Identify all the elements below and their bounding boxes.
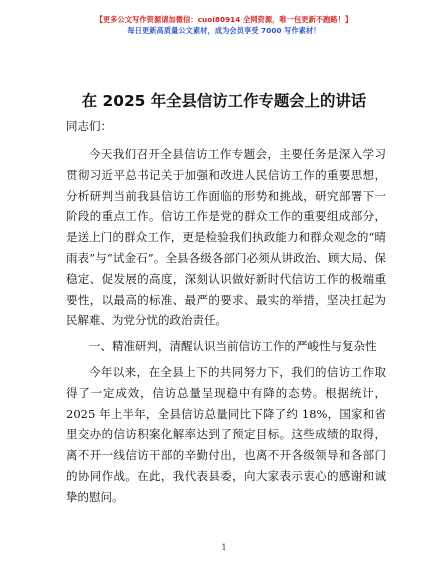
page-number: 1 xyxy=(221,543,227,552)
section-heading-1: 一、精准研判，清醒认识当前信访工作的严峻性与复杂性 xyxy=(89,339,377,353)
promo-banner-line-1: 【更多公文写作资源请加微信：cuoi80914 全网资源，唯一包更新不跑路！】 xyxy=(95,15,353,24)
promo-banner-line-2: 每日更新高质量公文素材，成为会员享受 7000 写作素材！ xyxy=(127,26,321,35)
salutation: 同志们： xyxy=(66,119,112,133)
document-title: 在 2025 年全县信访工作专题会上的讲话 xyxy=(81,92,367,110)
body-paragraph-1: 今天我们召开全县信访工作专题会，主要任务是深入学习贯彻习近平总书记关于加强和改进人民信访工作的重要思想，分析研判当前我县信访工作面临的形势和挑战，研究部署下一阶段的重点工作。信访工作是党的群众工作的重要组成部分，是送上门的群众工作，更是检验我们执政能力和群众观念的“晴雨表”与“试金石”。全县各级各部门必须从讲政治、顾大局、保稳定、促发展的高度，深刻认识做好新时代信访工作的极端重要性，以最高的标准、最严的要求、最实的举措，坚决扛起为民解难、为党分忧的政治责任。 xyxy=(66,147,386,328)
body-paragraph-2: 今年以来，在全县上下的共同努力下，我们的信访工作取得了一定成效，信访总量呈现稳中有降的态势。根据统计，2025 年上半年，全县信访总量同比下降了约 18%，国家和省里交办的信访积案化解率达到了预定目标。这些成绩的取得，离不开一线信访干部的辛勤付出，也离不开各级领导和各部门的协同作战。在此，我代表县委，向大家表示衷心的感谢和诚挚的慰问。 xyxy=(66,365,386,504)
